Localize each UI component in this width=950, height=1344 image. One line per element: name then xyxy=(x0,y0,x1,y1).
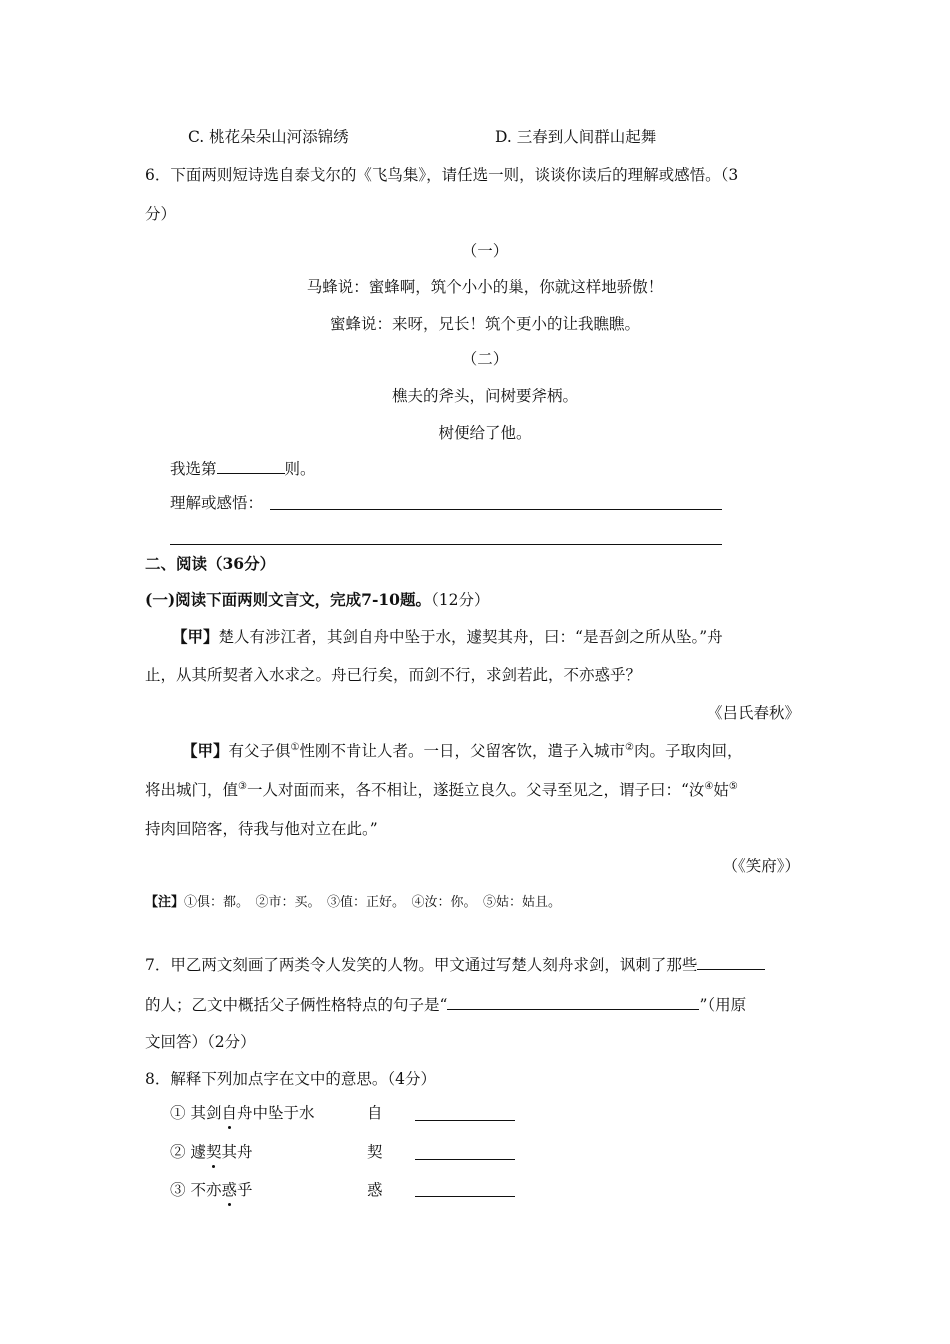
poem2-line1: 樵夫的斧头，问树要斧柄。 xyxy=(391,387,578,405)
part1-score: （12分） xyxy=(430,591,490,609)
passage-a-label: 【甲】 xyxy=(172,627,219,646)
passage-a-source: 《吕氏春秋》 xyxy=(706,704,800,722)
footnote-ref-2: ② xyxy=(625,742,634,753)
q7-line3: 文回答）（2分） xyxy=(145,1033,256,1051)
passage-a-line2: 止，从其所契者入水求之。舟已行矣，而剑不行，求剑若此，不亦惑乎？ xyxy=(145,666,642,684)
notes-label: 【注】 xyxy=(145,895,185,910)
q8-item-3: ③ 不亦惑乎 xyxy=(170,1181,253,1199)
part1-heading xyxy=(145,589,489,611)
passage-b-line2: 将出城门，值③一人对面而来，各不相让，遂挺立良久。父寻至见之，谓子曰：“汝④姑⑤ xyxy=(145,781,738,799)
q8-item-1-char: 自 xyxy=(367,1104,383,1122)
q7-blank-1[interactable] xyxy=(697,952,765,970)
passage-b-line1: 【甲】有父子俱①性刚不肯让人者。一日，父留客饮，遣子入城市②肉。子取肉回， xyxy=(182,741,743,760)
dotted-char-2: 契 xyxy=(205,1143,222,1161)
poem2-title: （二） xyxy=(461,350,509,368)
choose-line xyxy=(170,456,316,480)
section2-title: 二、阅读（36分） xyxy=(145,554,276,573)
q5-option-d: D. 三春到人间群山起舞 xyxy=(495,128,657,146)
q8-stem: 8．解释下列加点字在文中的意思。（4分） xyxy=(145,1070,436,1088)
notes-text: ①俱：都。 ②市：买。 ③值：正好。 ④汝：你。 ⑤姑：姑且。 xyxy=(184,895,562,910)
choose-prefix: 我选第 xyxy=(170,460,217,478)
poem2-line2: 树便给了他。 xyxy=(438,424,532,442)
passage-a-line1: 【甲】楚人有涉江者，其剑自舟中坠于水，遽契其舟，曰：“是吾剑之所从坠。”舟 xyxy=(172,627,723,646)
poem1-line2: 蜜蜂说：来呀，兄长！筑个更小的让我瞧瞧。 xyxy=(329,315,640,333)
dotted-char-3: 惑 xyxy=(221,1181,237,1199)
passage-b-label: 【甲】 xyxy=(182,741,229,760)
choose-suffix: 则。 xyxy=(284,460,316,478)
q7-line2: 的人；乙文中概括父子俩性格特点的句子是“ ”（用原 xyxy=(145,992,746,1016)
understanding-label: 理解或感悟： xyxy=(170,494,264,512)
passage-b-source: （《笑府》） xyxy=(722,857,800,875)
poem1-line1: 马蜂说：蜜蜂啊，筑个小小的巢，你就这样地骄傲！ xyxy=(306,278,664,296)
q8-item-2-answer-line[interactable] xyxy=(415,1159,515,1160)
q6-stem-line1: 6．下面两则短诗选自泰戈尔的《飞鸟集》，请任选一则，谈谈你读后的理解或感悟。（3 xyxy=(145,166,739,184)
q7-blank-2[interactable] xyxy=(447,992,699,1010)
understanding-answer-line-1[interactable] xyxy=(270,509,722,510)
understanding-answer-line-2[interactable] xyxy=(170,544,722,545)
poem1-title: （一） xyxy=(461,242,509,260)
q8-item-2-char: 契 xyxy=(367,1143,383,1161)
q8-item-2: ② 遽契其舟 xyxy=(170,1143,253,1161)
q7-line1: 7．甲乙两文刻画了两类令人发笑的人物。甲文通过写楚人刻舟求剑，讽刺了那些 xyxy=(145,952,765,976)
q8-item-1-answer-line[interactable] xyxy=(415,1120,515,1121)
notes xyxy=(145,892,561,914)
q6-stem-line2: 分） xyxy=(145,205,177,223)
footnote-ref-5: ⑤ xyxy=(728,781,738,792)
choose-blank[interactable] xyxy=(217,456,285,474)
dotted-char-1: 自 xyxy=(221,1104,237,1122)
footnote-ref-1: ① xyxy=(290,742,300,753)
q8-item-3-answer-line[interactable] xyxy=(415,1196,515,1197)
q5-option-c: C. 桃花朵朵山河添锦绣 xyxy=(188,128,349,146)
q8-item-3-char: 惑 xyxy=(367,1181,383,1199)
footnote-ref-4: ④ xyxy=(704,781,714,792)
part1-title: (一)阅读下面两则文言文，完成7-10题。 xyxy=(145,590,431,609)
footnote-ref-3: ③ xyxy=(238,781,247,792)
q8-item-1: ① 其剑自舟中坠于水 xyxy=(170,1104,315,1122)
passage-b-line3: 持肉回陪客，待我与他对立在此。” xyxy=(145,820,378,838)
